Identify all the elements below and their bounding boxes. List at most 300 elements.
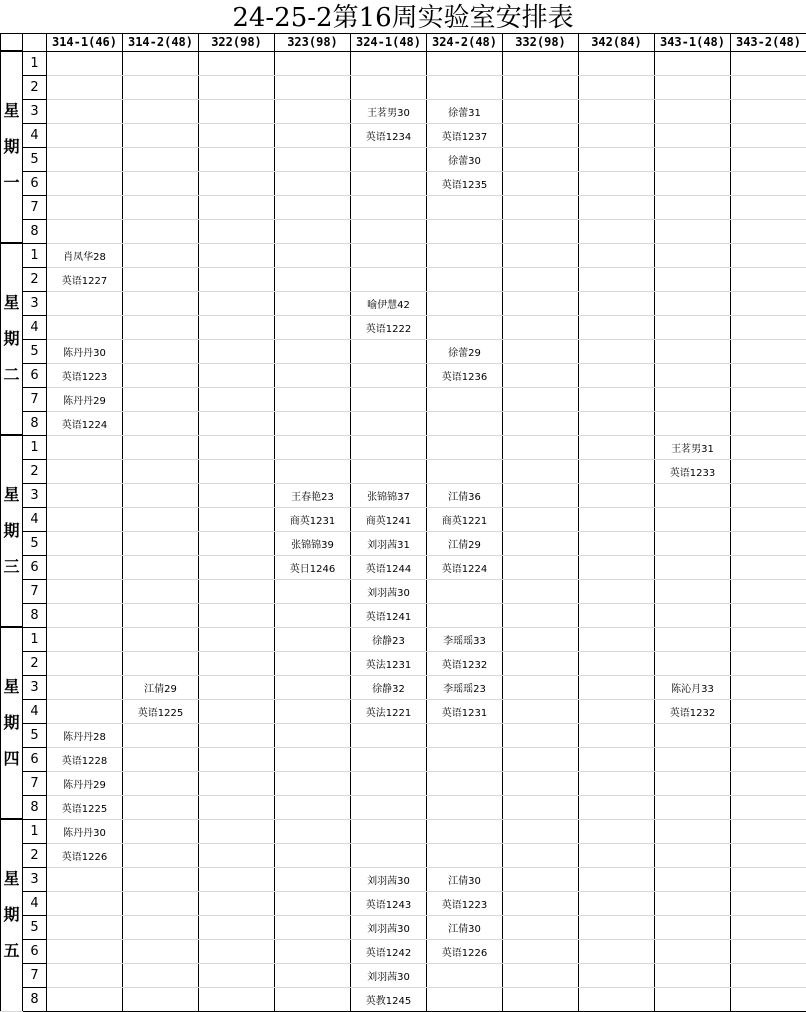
schedule-cell[interactable]: [123, 579, 199, 603]
schedule-cell[interactable]: 陈沁月33: [655, 675, 731, 699]
schedule-cell[interactable]: [503, 651, 579, 675]
schedule-cell[interactable]: 英语1232: [655, 699, 731, 723]
schedule-cell[interactable]: [351, 723, 427, 747]
schedule-cell[interactable]: [503, 291, 579, 315]
schedule-cell[interactable]: [655, 795, 731, 819]
schedule-cell[interactable]: [655, 339, 731, 363]
schedule-cell[interactable]: [199, 147, 275, 171]
schedule-cell[interactable]: [503, 51, 579, 75]
schedule-cell[interactable]: [731, 963, 806, 987]
schedule-cell[interactable]: 刘羽茜31: [351, 531, 427, 555]
schedule-cell[interactable]: 刘羽茜30: [351, 963, 427, 987]
schedule-cell[interactable]: [427, 243, 503, 267]
schedule-cell[interactable]: [503, 267, 579, 291]
schedule-cell[interactable]: [731, 195, 806, 219]
schedule-cell[interactable]: 英语1233: [655, 459, 731, 483]
schedule-cell[interactable]: [47, 555, 123, 579]
schedule-cell[interactable]: [503, 531, 579, 555]
schedule-cell[interactable]: 英语1235: [427, 171, 503, 195]
schedule-cell[interactable]: [199, 579, 275, 603]
schedule-cell[interactable]: 江倩29: [427, 531, 503, 555]
schedule-cell[interactable]: [47, 171, 123, 195]
schedule-cell[interactable]: [503, 819, 579, 843]
schedule-cell[interactable]: [275, 795, 351, 819]
schedule-cell[interactable]: [503, 363, 579, 387]
schedule-cell[interactable]: 陈丹丹30: [47, 339, 123, 363]
schedule-cell[interactable]: [731, 219, 806, 243]
schedule-cell[interactable]: [731, 267, 806, 291]
schedule-cell[interactable]: [655, 891, 731, 915]
schedule-cell[interactable]: [427, 795, 503, 819]
schedule-cell[interactable]: [579, 243, 655, 267]
schedule-cell[interactable]: [123, 771, 199, 795]
schedule-cell[interactable]: [655, 267, 731, 291]
schedule-cell[interactable]: [655, 771, 731, 795]
schedule-cell[interactable]: 王春艳23: [275, 483, 351, 507]
schedule-cell[interactable]: [275, 435, 351, 459]
schedule-cell[interactable]: [275, 243, 351, 267]
schedule-cell[interactable]: [199, 867, 275, 891]
schedule-cell[interactable]: [655, 939, 731, 963]
schedule-cell[interactable]: [579, 963, 655, 987]
schedule-cell[interactable]: [731, 603, 806, 627]
schedule-cell[interactable]: [275, 411, 351, 435]
schedule-cell[interactable]: 徐静23: [351, 627, 427, 651]
schedule-cell[interactable]: [275, 339, 351, 363]
schedule-cell[interactable]: [199, 699, 275, 723]
schedule-cell[interactable]: [655, 147, 731, 171]
schedule-cell[interactable]: [123, 867, 199, 891]
schedule-cell[interactable]: [199, 603, 275, 627]
schedule-cell[interactable]: 陈丹丹30: [47, 819, 123, 843]
schedule-cell[interactable]: [579, 147, 655, 171]
schedule-cell[interactable]: [275, 387, 351, 411]
schedule-cell[interactable]: [655, 987, 731, 1011]
schedule-cell[interactable]: [731, 699, 806, 723]
schedule-cell[interactable]: [351, 819, 427, 843]
schedule-cell[interactable]: [731, 867, 806, 891]
schedule-cell[interactable]: [123, 387, 199, 411]
schedule-cell[interactable]: [47, 123, 123, 147]
schedule-cell[interactable]: [579, 459, 655, 483]
schedule-cell[interactable]: [275, 675, 351, 699]
schedule-cell[interactable]: 英语1228: [47, 747, 123, 771]
schedule-cell[interactable]: [47, 699, 123, 723]
schedule-cell[interactable]: [655, 867, 731, 891]
schedule-cell[interactable]: [123, 147, 199, 171]
schedule-cell[interactable]: [427, 75, 503, 99]
schedule-cell[interactable]: [655, 363, 731, 387]
schedule-cell[interactable]: [503, 459, 579, 483]
schedule-cell[interactable]: [731, 171, 806, 195]
schedule-cell[interactable]: [275, 843, 351, 867]
schedule-cell[interactable]: [579, 579, 655, 603]
schedule-cell[interactable]: [199, 387, 275, 411]
schedule-cell[interactable]: 英语1222: [351, 315, 427, 339]
schedule-cell[interactable]: [579, 531, 655, 555]
schedule-cell[interactable]: [579, 771, 655, 795]
schedule-cell[interactable]: [47, 531, 123, 555]
schedule-cell[interactable]: [47, 219, 123, 243]
schedule-cell[interactable]: [731, 147, 806, 171]
schedule-cell[interactable]: [731, 939, 806, 963]
schedule-cell[interactable]: [655, 483, 731, 507]
schedule-cell[interactable]: [579, 435, 655, 459]
schedule-cell[interactable]: [503, 699, 579, 723]
schedule-cell[interactable]: [47, 603, 123, 627]
schedule-cell[interactable]: [123, 987, 199, 1011]
schedule-cell[interactable]: 李瑶瑶33: [427, 627, 503, 651]
schedule-cell[interactable]: [123, 963, 199, 987]
schedule-cell[interactable]: [123, 795, 199, 819]
schedule-cell[interactable]: [199, 843, 275, 867]
schedule-cell[interactable]: [199, 459, 275, 483]
schedule-cell[interactable]: [199, 291, 275, 315]
schedule-cell[interactable]: [199, 195, 275, 219]
schedule-cell[interactable]: [503, 411, 579, 435]
schedule-cell[interactable]: [199, 891, 275, 915]
schedule-cell[interactable]: [579, 315, 655, 339]
schedule-cell[interactable]: 英语1224: [427, 555, 503, 579]
schedule-cell[interactable]: [199, 795, 275, 819]
schedule-cell[interactable]: [579, 483, 655, 507]
schedule-cell[interactable]: [47, 891, 123, 915]
schedule-cell[interactable]: [731, 123, 806, 147]
schedule-cell[interactable]: 徐蕾29: [427, 339, 503, 363]
schedule-cell[interactable]: [275, 963, 351, 987]
schedule-cell[interactable]: [503, 891, 579, 915]
schedule-cell[interactable]: [199, 51, 275, 75]
schedule-cell[interactable]: [503, 483, 579, 507]
schedule-cell[interactable]: [655, 99, 731, 123]
schedule-cell[interactable]: [123, 507, 199, 531]
schedule-cell[interactable]: 英语1223: [47, 363, 123, 387]
schedule-cell[interactable]: [199, 675, 275, 699]
schedule-cell[interactable]: [503, 723, 579, 747]
schedule-cell[interactable]: [731, 987, 806, 1011]
schedule-cell[interactable]: [503, 243, 579, 267]
schedule-cell[interactable]: [731, 531, 806, 555]
schedule-cell[interactable]: [503, 75, 579, 99]
schedule-cell[interactable]: 英日1246: [275, 555, 351, 579]
schedule-cell[interactable]: [275, 579, 351, 603]
schedule-cell[interactable]: [123, 891, 199, 915]
schedule-cell[interactable]: [275, 123, 351, 147]
schedule-cell[interactable]: [579, 339, 655, 363]
schedule-cell[interactable]: [731, 675, 806, 699]
schedule-cell[interactable]: [47, 867, 123, 891]
schedule-cell[interactable]: [199, 123, 275, 147]
schedule-cell[interactable]: [503, 507, 579, 531]
schedule-cell[interactable]: 喻伊慧42: [351, 291, 427, 315]
schedule-cell[interactable]: [579, 411, 655, 435]
schedule-cell[interactable]: [47, 675, 123, 699]
schedule-cell[interactable]: 英语1231: [427, 699, 503, 723]
schedule-cell[interactable]: 英语1243: [351, 891, 427, 915]
schedule-cell[interactable]: [655, 243, 731, 267]
schedule-cell[interactable]: [655, 579, 731, 603]
schedule-cell[interactable]: [199, 435, 275, 459]
schedule-cell[interactable]: [123, 555, 199, 579]
schedule-cell[interactable]: [503, 963, 579, 987]
schedule-cell[interactable]: [47, 51, 123, 75]
schedule-cell[interactable]: [275, 315, 351, 339]
schedule-cell[interactable]: [199, 219, 275, 243]
schedule-cell[interactable]: [47, 459, 123, 483]
schedule-cell[interactable]: [123, 603, 199, 627]
schedule-cell[interactable]: [123, 171, 199, 195]
schedule-cell[interactable]: [579, 843, 655, 867]
schedule-cell[interactable]: 英语1227: [47, 267, 123, 291]
schedule-cell[interactable]: [199, 339, 275, 363]
schedule-cell[interactable]: [579, 507, 655, 531]
schedule-cell[interactable]: 李瑶瑶23: [427, 675, 503, 699]
schedule-cell[interactable]: 刘羽茜30: [351, 915, 427, 939]
schedule-cell[interactable]: [731, 747, 806, 771]
schedule-cell[interactable]: [579, 171, 655, 195]
schedule-cell[interactable]: [427, 315, 503, 339]
schedule-cell[interactable]: [503, 387, 579, 411]
schedule-cell[interactable]: [655, 843, 731, 867]
schedule-cell[interactable]: [275, 99, 351, 123]
schedule-cell[interactable]: [123, 363, 199, 387]
schedule-cell[interactable]: [731, 51, 806, 75]
schedule-cell[interactable]: [427, 219, 503, 243]
schedule-cell[interactable]: 英法1231: [351, 651, 427, 675]
schedule-cell[interactable]: [579, 219, 655, 243]
schedule-cell[interactable]: [47, 987, 123, 1011]
schedule-cell[interactable]: [655, 291, 731, 315]
schedule-cell[interactable]: [579, 867, 655, 891]
schedule-cell[interactable]: [275, 147, 351, 171]
schedule-cell[interactable]: [47, 435, 123, 459]
schedule-cell[interactable]: [123, 459, 199, 483]
schedule-cell[interactable]: 英语1225: [47, 795, 123, 819]
schedule-cell[interactable]: 陈丹丹29: [47, 771, 123, 795]
schedule-cell[interactable]: [503, 627, 579, 651]
schedule-cell[interactable]: [731, 435, 806, 459]
schedule-cell[interactable]: [579, 99, 655, 123]
schedule-cell[interactable]: [123, 243, 199, 267]
schedule-cell[interactable]: [275, 867, 351, 891]
schedule-cell[interactable]: [503, 123, 579, 147]
schedule-cell[interactable]: [655, 555, 731, 579]
schedule-cell[interactable]: [199, 363, 275, 387]
schedule-cell[interactable]: [123, 483, 199, 507]
schedule-cell[interactable]: [427, 291, 503, 315]
schedule-cell[interactable]: [275, 891, 351, 915]
schedule-cell[interactable]: [47, 195, 123, 219]
schedule-cell[interactable]: [503, 795, 579, 819]
schedule-cell[interactable]: 徐蕾30: [427, 147, 503, 171]
schedule-cell[interactable]: [427, 435, 503, 459]
schedule-cell[interactable]: 英教1245: [351, 987, 427, 1011]
schedule-cell[interactable]: [351, 339, 427, 363]
schedule-cell[interactable]: [731, 411, 806, 435]
schedule-cell[interactable]: [199, 963, 275, 987]
schedule-cell[interactable]: [579, 291, 655, 315]
schedule-cell[interactable]: [47, 483, 123, 507]
schedule-cell[interactable]: [503, 915, 579, 939]
schedule-cell[interactable]: [579, 627, 655, 651]
schedule-cell[interactable]: [275, 171, 351, 195]
schedule-cell[interactable]: [655, 723, 731, 747]
schedule-cell[interactable]: [579, 795, 655, 819]
schedule-cell[interactable]: [579, 51, 655, 75]
schedule-cell[interactable]: [427, 747, 503, 771]
schedule-cell[interactable]: [655, 387, 731, 411]
schedule-cell[interactable]: [123, 123, 199, 147]
schedule-cell[interactable]: [275, 747, 351, 771]
schedule-cell[interactable]: 英语1226: [427, 939, 503, 963]
schedule-cell[interactable]: [47, 315, 123, 339]
schedule-cell[interactable]: [123, 315, 199, 339]
schedule-cell[interactable]: [275, 939, 351, 963]
schedule-cell[interactable]: [655, 411, 731, 435]
schedule-cell[interactable]: 江倩30: [427, 867, 503, 891]
schedule-cell[interactable]: [731, 243, 806, 267]
schedule-cell[interactable]: [579, 939, 655, 963]
schedule-cell[interactable]: [351, 171, 427, 195]
schedule-cell[interactable]: [47, 75, 123, 99]
schedule-cell[interactable]: [47, 915, 123, 939]
schedule-cell[interactable]: [655, 315, 731, 339]
schedule-cell[interactable]: 陈丹丹28: [47, 723, 123, 747]
schedule-cell[interactable]: [47, 507, 123, 531]
schedule-cell[interactable]: [427, 723, 503, 747]
schedule-cell[interactable]: [199, 75, 275, 99]
schedule-cell[interactable]: [199, 99, 275, 123]
schedule-cell[interactable]: [199, 939, 275, 963]
schedule-cell[interactable]: [275, 75, 351, 99]
schedule-cell[interactable]: [199, 915, 275, 939]
schedule-cell[interactable]: 王茗男31: [655, 435, 731, 459]
schedule-cell[interactable]: [731, 483, 806, 507]
schedule-cell[interactable]: 商英1231: [275, 507, 351, 531]
schedule-cell[interactable]: [731, 387, 806, 411]
schedule-cell[interactable]: [731, 651, 806, 675]
schedule-cell[interactable]: [275, 51, 351, 75]
schedule-cell[interactable]: [123, 51, 199, 75]
schedule-cell[interactable]: [427, 51, 503, 75]
schedule-cell[interactable]: [427, 819, 503, 843]
schedule-cell[interactable]: [731, 795, 806, 819]
schedule-cell[interactable]: [351, 747, 427, 771]
schedule-cell[interactable]: 肖凤华28: [47, 243, 123, 267]
schedule-cell[interactable]: [731, 363, 806, 387]
schedule-cell[interactable]: [123, 267, 199, 291]
schedule-cell[interactable]: [123, 291, 199, 315]
schedule-cell[interactable]: [199, 771, 275, 795]
schedule-cell[interactable]: 英语1242: [351, 939, 427, 963]
schedule-cell[interactable]: [275, 699, 351, 723]
schedule-cell[interactable]: [199, 315, 275, 339]
schedule-cell[interactable]: 陈丹丹29: [47, 387, 123, 411]
schedule-cell[interactable]: [275, 603, 351, 627]
schedule-cell[interactable]: [503, 315, 579, 339]
schedule-cell[interactable]: [503, 195, 579, 219]
schedule-cell[interactable]: [731, 819, 806, 843]
schedule-cell[interactable]: [731, 771, 806, 795]
schedule-cell[interactable]: [579, 747, 655, 771]
schedule-cell[interactable]: [47, 651, 123, 675]
schedule-cell[interactable]: [351, 843, 427, 867]
schedule-cell[interactable]: [275, 627, 351, 651]
schedule-cell[interactable]: [199, 171, 275, 195]
schedule-cell[interactable]: [123, 75, 199, 99]
schedule-cell[interactable]: [655, 651, 731, 675]
schedule-cell[interactable]: [199, 819, 275, 843]
schedule-cell[interactable]: [351, 771, 427, 795]
schedule-cell[interactable]: [199, 747, 275, 771]
schedule-cell[interactable]: [351, 411, 427, 435]
schedule-cell[interactable]: [579, 363, 655, 387]
schedule-cell[interactable]: [351, 459, 427, 483]
schedule-cell[interactable]: [503, 171, 579, 195]
schedule-cell[interactable]: [351, 795, 427, 819]
schedule-cell[interactable]: [275, 723, 351, 747]
schedule-cell[interactable]: [123, 915, 199, 939]
schedule-cell[interactable]: [655, 219, 731, 243]
schedule-cell[interactable]: [579, 987, 655, 1011]
schedule-cell[interactable]: [655, 819, 731, 843]
schedule-cell[interactable]: [503, 99, 579, 123]
schedule-cell[interactable]: [275, 363, 351, 387]
schedule-cell[interactable]: [123, 747, 199, 771]
schedule-cell[interactable]: 江倩30: [427, 915, 503, 939]
schedule-cell[interactable]: [503, 339, 579, 363]
schedule-cell[interactable]: [503, 867, 579, 891]
schedule-cell[interactable]: [655, 171, 731, 195]
schedule-cell[interactable]: [579, 675, 655, 699]
schedule-cell[interactable]: 商英1221: [427, 507, 503, 531]
schedule-cell[interactable]: [199, 723, 275, 747]
schedule-cell[interactable]: [655, 963, 731, 987]
schedule-cell[interactable]: [503, 771, 579, 795]
schedule-cell[interactable]: [503, 579, 579, 603]
schedule-cell[interactable]: [427, 987, 503, 1011]
schedule-cell[interactable]: [731, 315, 806, 339]
schedule-cell[interactable]: 英法1221: [351, 699, 427, 723]
schedule-cell[interactable]: [123, 411, 199, 435]
schedule-cell[interactable]: [123, 723, 199, 747]
schedule-cell[interactable]: [427, 411, 503, 435]
schedule-cell[interactable]: [275, 771, 351, 795]
schedule-cell[interactable]: [427, 579, 503, 603]
schedule-cell[interactable]: [123, 435, 199, 459]
schedule-cell[interactable]: [503, 843, 579, 867]
schedule-cell[interactable]: [503, 987, 579, 1011]
schedule-cell[interactable]: [655, 747, 731, 771]
schedule-cell[interactable]: [427, 771, 503, 795]
schedule-cell[interactable]: [199, 987, 275, 1011]
schedule-cell[interactable]: [655, 603, 731, 627]
schedule-cell[interactable]: [579, 123, 655, 147]
schedule-cell[interactable]: [579, 891, 655, 915]
schedule-cell[interactable]: [47, 579, 123, 603]
schedule-cell[interactable]: [427, 603, 503, 627]
schedule-cell[interactable]: [503, 603, 579, 627]
schedule-cell[interactable]: [47, 939, 123, 963]
schedule-cell[interactable]: [351, 435, 427, 459]
schedule-cell[interactable]: [275, 915, 351, 939]
schedule-cell[interactable]: [731, 339, 806, 363]
schedule-cell[interactable]: [123, 651, 199, 675]
schedule-cell[interactable]: [199, 507, 275, 531]
schedule-cell[interactable]: [731, 843, 806, 867]
schedule-cell[interactable]: [427, 963, 503, 987]
schedule-cell[interactable]: [655, 915, 731, 939]
